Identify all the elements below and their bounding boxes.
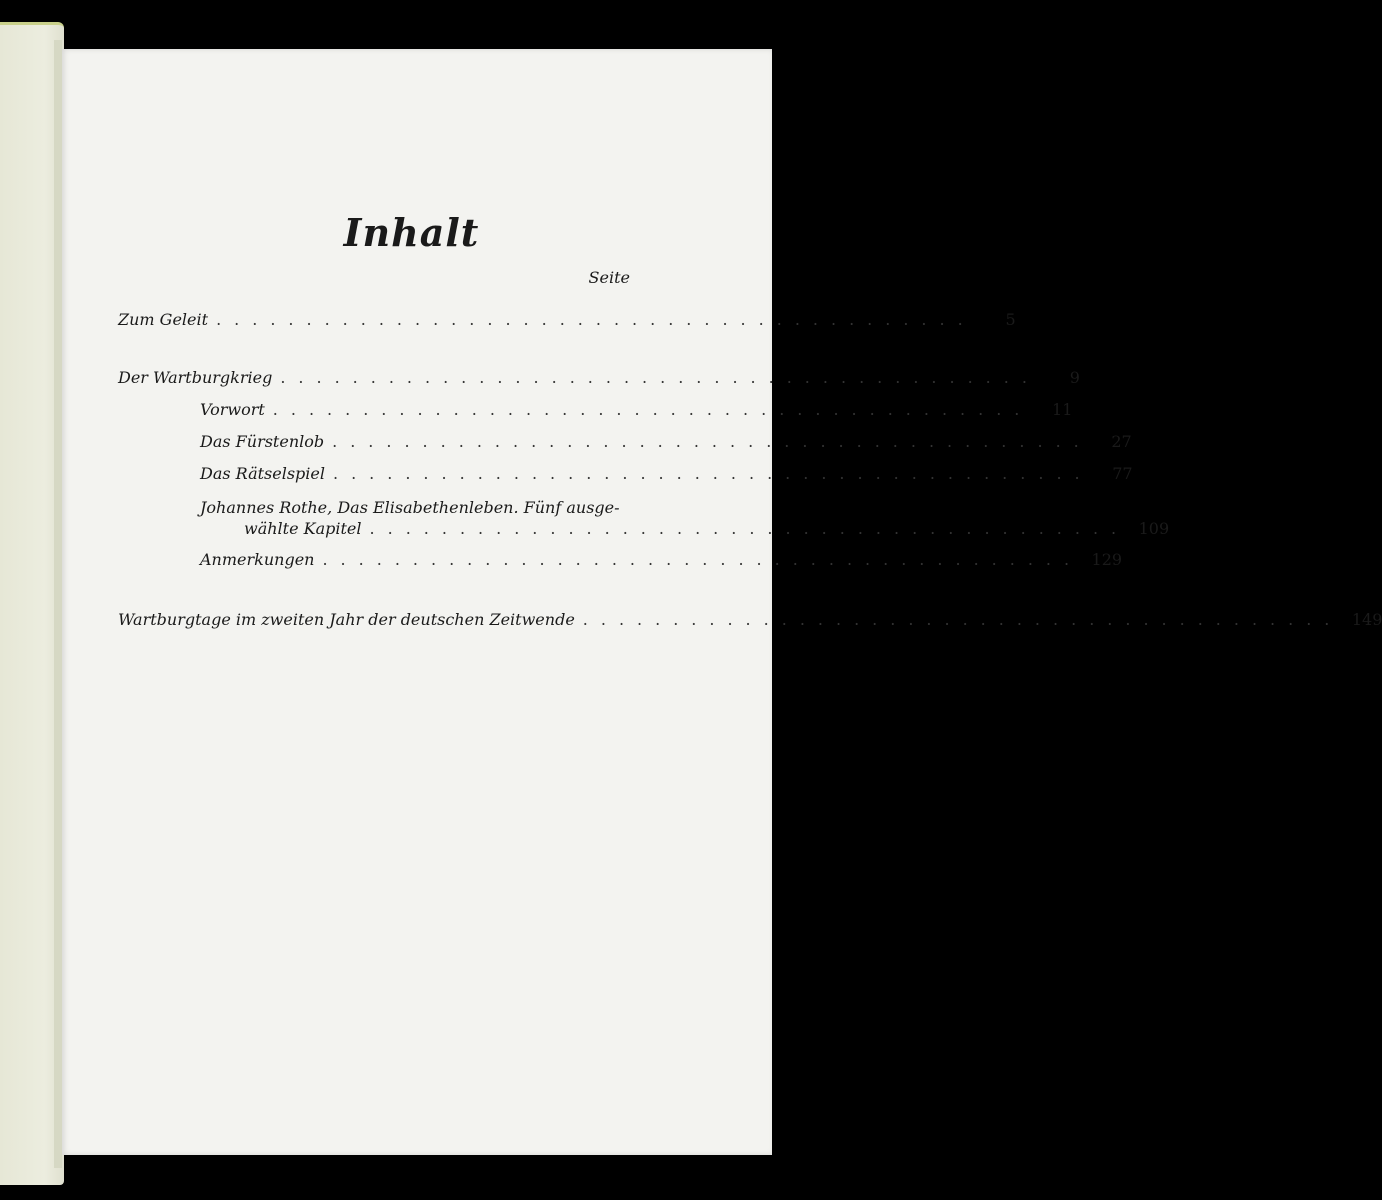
page-column-label: Seite <box>588 268 630 287</box>
dot-leader: .......................................... <box>582 610 1343 629</box>
toc-entry-wartburgkrieg <box>118 368 1080 387</box>
toc-entry-label: Das Fürstenlob <box>200 432 325 451</box>
toc-entry-label: Zum Geleit <box>118 310 209 329</box>
toc-entry-rothe <box>244 519 1170 538</box>
toc-entry-page: 11 <box>1052 400 1073 419</box>
toc-entry-label: Vorwort <box>200 400 265 419</box>
toc-entry-label: Anmerkungen <box>200 550 315 569</box>
toc-entry-page: 149 <box>1351 610 1382 629</box>
dot-leader: .......................................... <box>216 310 976 329</box>
toc-entry-page: 77 <box>1112 464 1133 483</box>
toc-entry-raetselspiel <box>200 464 1133 483</box>
toc-entry-vorwort <box>200 400 1073 419</box>
toc-entry-page: 27 <box>1111 432 1132 451</box>
page-title: Inhalt <box>343 210 480 255</box>
toc-entry-wartburgtage <box>118 610 1382 629</box>
toc-entry-page: 9 <box>1069 368 1080 387</box>
dot-leader: .......................................... <box>333 464 1093 483</box>
dot-leader: .......................................... <box>272 400 1033 419</box>
toc-entry-zum-geleit <box>118 310 1016 329</box>
toc-entry-page: 129 <box>1091 550 1123 569</box>
toc-entry-label: Der Wartburgkrieg <box>118 368 273 387</box>
dot-leader: .......................................... <box>332 432 1092 451</box>
toc-entry-label: Das Rätselspiel <box>200 464 325 483</box>
dot-leader: .......................................... <box>322 550 1083 569</box>
toc-entry-page: 5 <box>1005 310 1016 329</box>
toc-entry-label: Wartburgtage im zweiten Jahr der deutschen Zeitwende <box>118 610 575 629</box>
toc-entry-anmerkungen <box>200 550 1123 569</box>
toc-entry-label: wählte Kapitel <box>244 519 362 538</box>
toc-entry-rothe-line1: Johannes Rothe, Das Elisabethenleben. Fünf ausge- <box>200 498 620 517</box>
toc-entry-fuerstenlob <box>200 432 1132 451</box>
dot-leader: .......................................... <box>369 519 1130 538</box>
dot-leader: .......................................... <box>280 368 1040 387</box>
toc-entry-page: 109 <box>1138 519 1170 538</box>
